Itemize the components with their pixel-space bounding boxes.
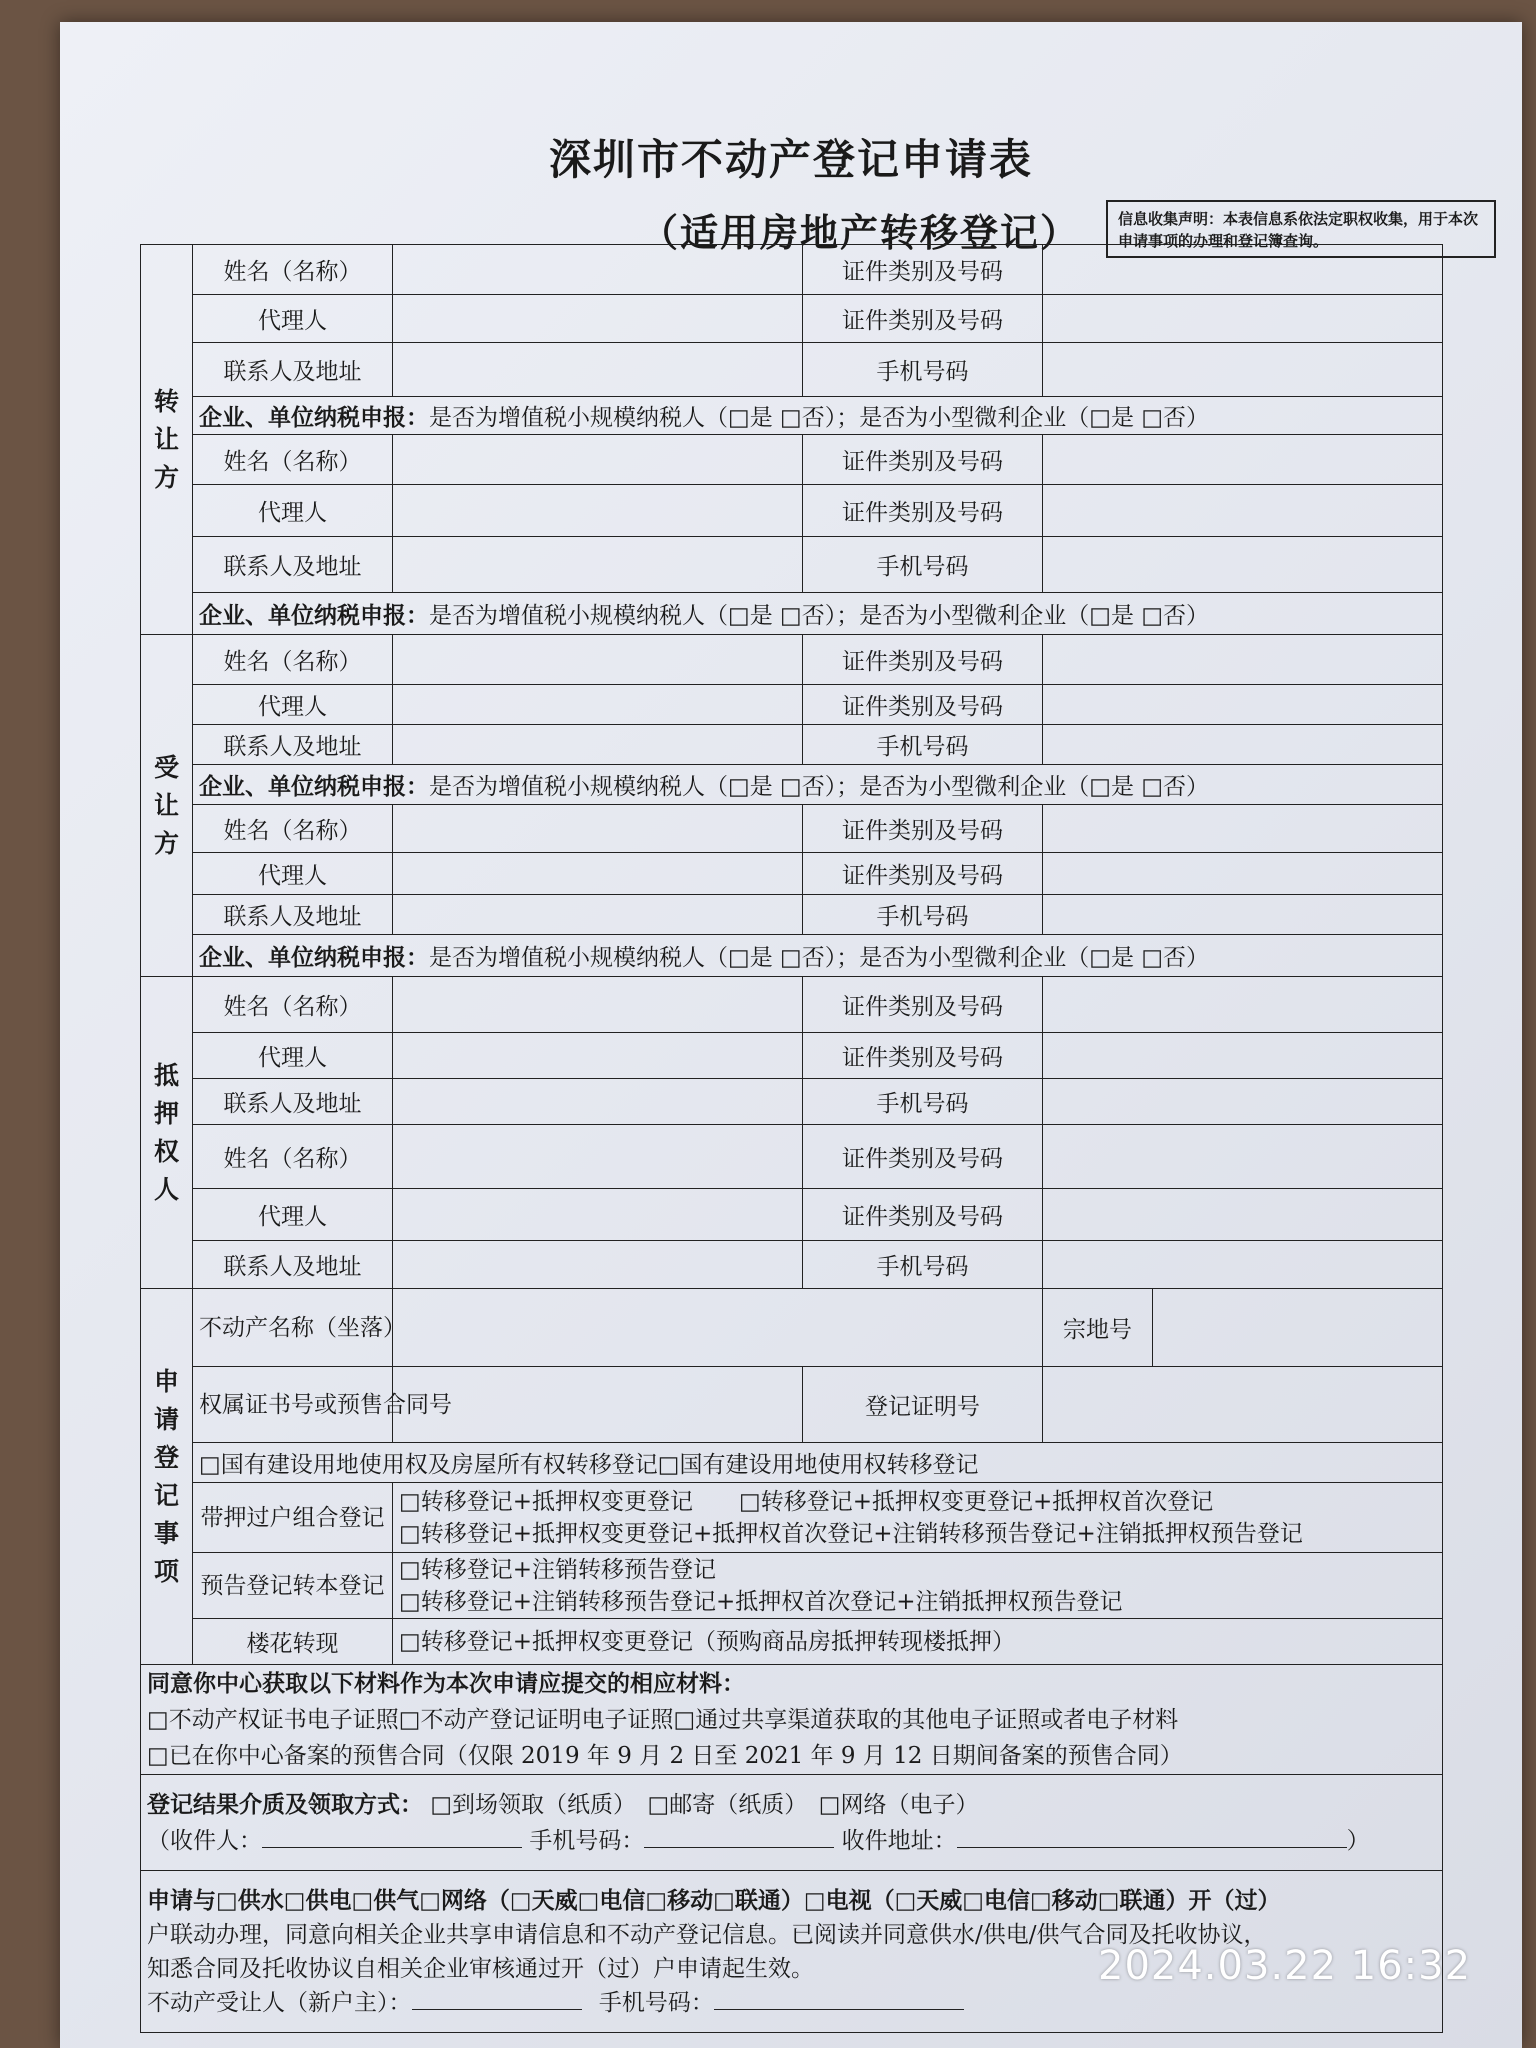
tax-declaration-row[interactable] [193,935,1443,977]
combo-label-mortgage-transfer: 带押过户组合登记 [193,1483,393,1553]
transferee2-name-field[interactable] [393,805,803,853]
transferor2-contact-field[interactable] [393,537,803,593]
name-label: 姓名（名称） [193,435,393,485]
transferor2-name-field[interactable] [393,435,803,485]
recipient-field[interactable] [262,1825,522,1848]
section-transferee: 受 让 方 [141,635,193,977]
delivery-phone-label: 手机号码： [529,1827,645,1854]
mortgagee1-name-field[interactable] [393,977,803,1033]
combo-option[interactable]: □转移登记+注销转移预告登记+抵押权首次登记+注销抵押权预告登记 [399,1588,1123,1615]
tax-declaration-options: 是否为增值税小规模纳税人（□是 □否）；是否为小型微利企业（□是 □否） [429,774,1210,800]
id-label: 证件类别及号码 [803,635,1043,685]
id-label: 证件类别及号码 [803,1125,1043,1189]
section-mortgagee: 抵 押 权 人 [141,977,193,1289]
transferee2-phone-field[interactable] [1043,895,1443,935]
info-collection-notice: 信息收集声明：本表信息系依法定职权收集，用于本次申请事项的办理和登记簿查询。 [1106,200,1496,258]
section-transferor: 转 让 方 [141,245,193,635]
materials-heading: 同意你中心获取以下材料作为本次申请应提交的相应材料： [147,1669,745,1697]
transfer-type-options[interactable]: □国有建设用地使用权及房屋所有权转移登记□国有建设用地使用权转移登记 [193,1443,1443,1483]
agent-label: 代理人 [193,685,393,725]
name-label: 姓名（名称） [193,1125,393,1189]
mortgagee2-agent-id-field[interactable] [1043,1189,1443,1241]
utilities-phone-label: 手机号码： [598,1989,714,2016]
parcel-number-label: 宗地号 [1043,1289,1153,1367]
transferor1-agent-field[interactable] [393,295,803,343]
agent-label: 代理人 [193,1033,393,1079]
new-owner-label: 不动产受让人（新户主）： [147,1989,412,2016]
delivery-close-paren: ） [1346,1827,1370,1854]
id-label: 证件类别及号码 [803,435,1043,485]
contact-label: 联系人及地址 [193,725,393,765]
tax-declaration-bold: 企业、单位纳税申报： [199,773,429,800]
tax-declaration-row[interactable] [193,765,1443,805]
id-label: 证件类别及号码 [803,685,1043,725]
transferor2-id-field[interactable] [1043,435,1443,485]
utilities-line: 知悉合同及托收协议自相关企业审核通过开（过）户申请起生效。 [147,1955,814,1982]
id-label: 证件类别及号码 [803,1189,1043,1241]
cert-number-label: 权属证书号或预售合同号 [193,1367,393,1443]
transferee1-phone-field[interactable] [1043,725,1443,765]
mortgagee2-agent-field[interactable] [393,1189,803,1241]
form-subtitle: （适用房地产转移登记） [640,210,1081,255]
form-title: 深圳市不动产登记申请表 [548,135,1033,184]
transferee1-name-field[interactable] [393,635,803,685]
delivery-heading: 登记结果介质及领取方式： [147,1790,423,1818]
delivery-phone-field[interactable] [644,1825,834,1848]
tax-declaration-options: 是否为增值税小规模纳税人（□是 □否）；是否为小型微利企业（□是 □否） [429,405,1210,431]
transferee1-agent-field[interactable] [393,685,803,725]
property-name-label: 不动产名称（坐落） [193,1289,393,1367]
name-label: 姓名（名称） [193,977,393,1033]
new-owner-field[interactable] [412,1987,582,2010]
materials-block [141,1665,1443,1775]
combo-label-presale-conversion: 楼花转现 [193,1619,393,1665]
transferor2-agent-id-field[interactable] [1043,485,1443,537]
contact-label: 联系人及地址 [193,537,393,593]
materials-option-line[interactable]: □不动产权证书电子证照□不动产登记证明电子证照□通过共享渠道获取的其他电子证照或者电子材料 [147,1706,1179,1733]
agent-label: 代理人 [193,853,393,895]
reg-cert-field[interactable] [1043,1367,1443,1443]
id-label: 证件类别及号码 [803,977,1043,1033]
section-application: 申 请 登 记 事 项 [141,1289,193,1665]
transferor2-agent-field[interactable] [393,485,803,537]
transferor1-phone-field[interactable] [1043,343,1443,397]
combo-options-mortgage-transfer[interactable] [393,1483,1443,1553]
combo-options-notice-to-registration[interactable] [393,1553,1443,1619]
mortgagee1-agent-id-field[interactable] [1043,1033,1443,1079]
mortgagee2-phone-field[interactable] [1043,1241,1443,1289]
phone-label: 手机号码 [803,1241,1043,1289]
name-label: 姓名（名称） [193,635,393,685]
address-label: 收件地址： [841,1827,957,1854]
tax-declaration-options: 是否为增值税小规模纳税人（□是 □否）；是否为小型微利企业（□是 □否） [429,945,1210,971]
transferor1-name-field[interactable] [393,245,803,295]
id-label: 证件类别及号码 [803,805,1043,853]
utilities-line[interactable]: 申请与□供水□供电□供气□网络（□天威□电信□移动□联通）□电视（□天威□电信□移动□联通）开（过） [147,1886,1281,1914]
property-name-field[interactable] [393,1289,1043,1367]
phone-label: 手机号码 [803,895,1043,935]
mortgagee1-id-field[interactable] [1043,977,1443,1033]
delivery-options[interactable]: □到场领取（纸质） □邮寄（纸质） □网络（电子） [430,1791,979,1818]
contact-label: 联系人及地址 [193,343,393,397]
combo-label-notice-to-registration: 预告登记转本登记 [193,1553,393,1619]
utilities-line: 户联动办理，同意向相关企业共享申请信息和不动产登记信息。已阅读并同意供水/供电/供气合同及托收协议， [147,1921,1267,1948]
contact-label: 联系人及地址 [193,1241,393,1289]
materials-option-line[interactable]: □已在你中心备案的预售合同（仅限 2019 年 9 月 2 日至 2021 年 9 月 12 日期间备案的预售合同） [147,1742,1183,1769]
transferee2-contact-field[interactable] [393,895,803,935]
phone-label: 手机号码 [803,343,1043,397]
name-label: 姓名（名称） [193,805,393,853]
combo-option[interactable]: □转移登记+抵押权变更登记（预购商品房抵押转现楼抵押） [393,1619,1443,1665]
cert-number-field[interactable] [393,1367,803,1443]
mortgagee2-contact-field[interactable] [393,1241,803,1289]
transferor1-id-field[interactable] [1043,245,1443,295]
id-label: 证件类别及号码 [803,245,1043,295]
agent-label: 代理人 [193,485,393,537]
id-label: 证件类别及号码 [803,1033,1043,1079]
agent-label: 代理人 [193,295,393,343]
utilities-phone-field[interactable] [714,1987,964,2010]
mortgagee2-id-field[interactable] [1043,1125,1443,1189]
combo-option[interactable]: □转移登记+抵押权变更登记+抵押权首次登记+注销转移预告登记+注销抵押权预告登记 [399,1520,1303,1547]
tax-declaration-bold: 企业、单位纳税申报： [199,602,429,629]
transferee2-agent-id-field[interactable] [1043,853,1443,895]
mortgagee1-contact-field[interactable] [393,1079,803,1125]
transferee1-id-field[interactable] [1043,635,1443,685]
combo-option[interactable]: □转移登记+注销转移预告登记 [399,1556,717,1583]
tax-declaration-bold: 企业、单位纳税申报： [199,404,429,431]
phone-label: 手机号码 [803,725,1043,765]
parcel-number-field[interactable] [1153,1289,1443,1367]
contact-label: 联系人及地址 [193,1079,393,1125]
application-form-table [140,244,1443,2033]
tax-declaration-options: 是否为增值税小规模纳税人（□是 □否）；是否为小型微利企业（□是 □否） [429,603,1210,629]
phone-label: 手机号码 [803,537,1043,593]
combo-option[interactable]: □转移登记+抵押权变更登记 □转移登记+抵押权变更登记+抵押权首次登记 [399,1488,1214,1515]
id-label: 证件类别及号码 [803,485,1043,537]
reg-cert-label: 登记证明号 [803,1367,1043,1443]
phone-label: 手机号码 [803,1079,1043,1125]
photo-timestamp: 2024.03.22 16:32 [1098,1943,1472,1989]
transferee1-agent-id-field[interactable] [1043,685,1443,725]
tax-declaration-bold: 企业、单位纳税申报： [199,944,429,971]
tax-declaration-row[interactable] [193,397,1443,435]
mortgagee1-phone-field[interactable] [1043,1079,1443,1125]
recipient-label: （收件人： [147,1827,262,1854]
transferee2-agent-field[interactable] [393,853,803,895]
transferee2-id-field[interactable] [1043,805,1443,853]
tax-declaration-row[interactable] [193,593,1443,635]
name-label: 姓名（名称） [193,245,393,295]
id-label: 证件类别及号码 [803,295,1043,343]
mortgagee1-agent-field[interactable] [393,1033,803,1079]
transferee1-contact-field[interactable] [393,725,803,765]
transferor1-agent-id-field[interactable] [1043,295,1443,343]
agent-label: 代理人 [193,1189,393,1241]
mortgagee2-name-field[interactable] [393,1125,803,1189]
transferor1-contact-field[interactable] [393,343,803,397]
contact-label: 联系人及地址 [193,895,393,935]
id-label: 证件类别及号码 [803,853,1043,895]
transferor2-phone-field[interactable] [1043,537,1443,593]
delivery-block [141,1775,1443,1871]
address-field[interactable] [957,1825,1347,1848]
